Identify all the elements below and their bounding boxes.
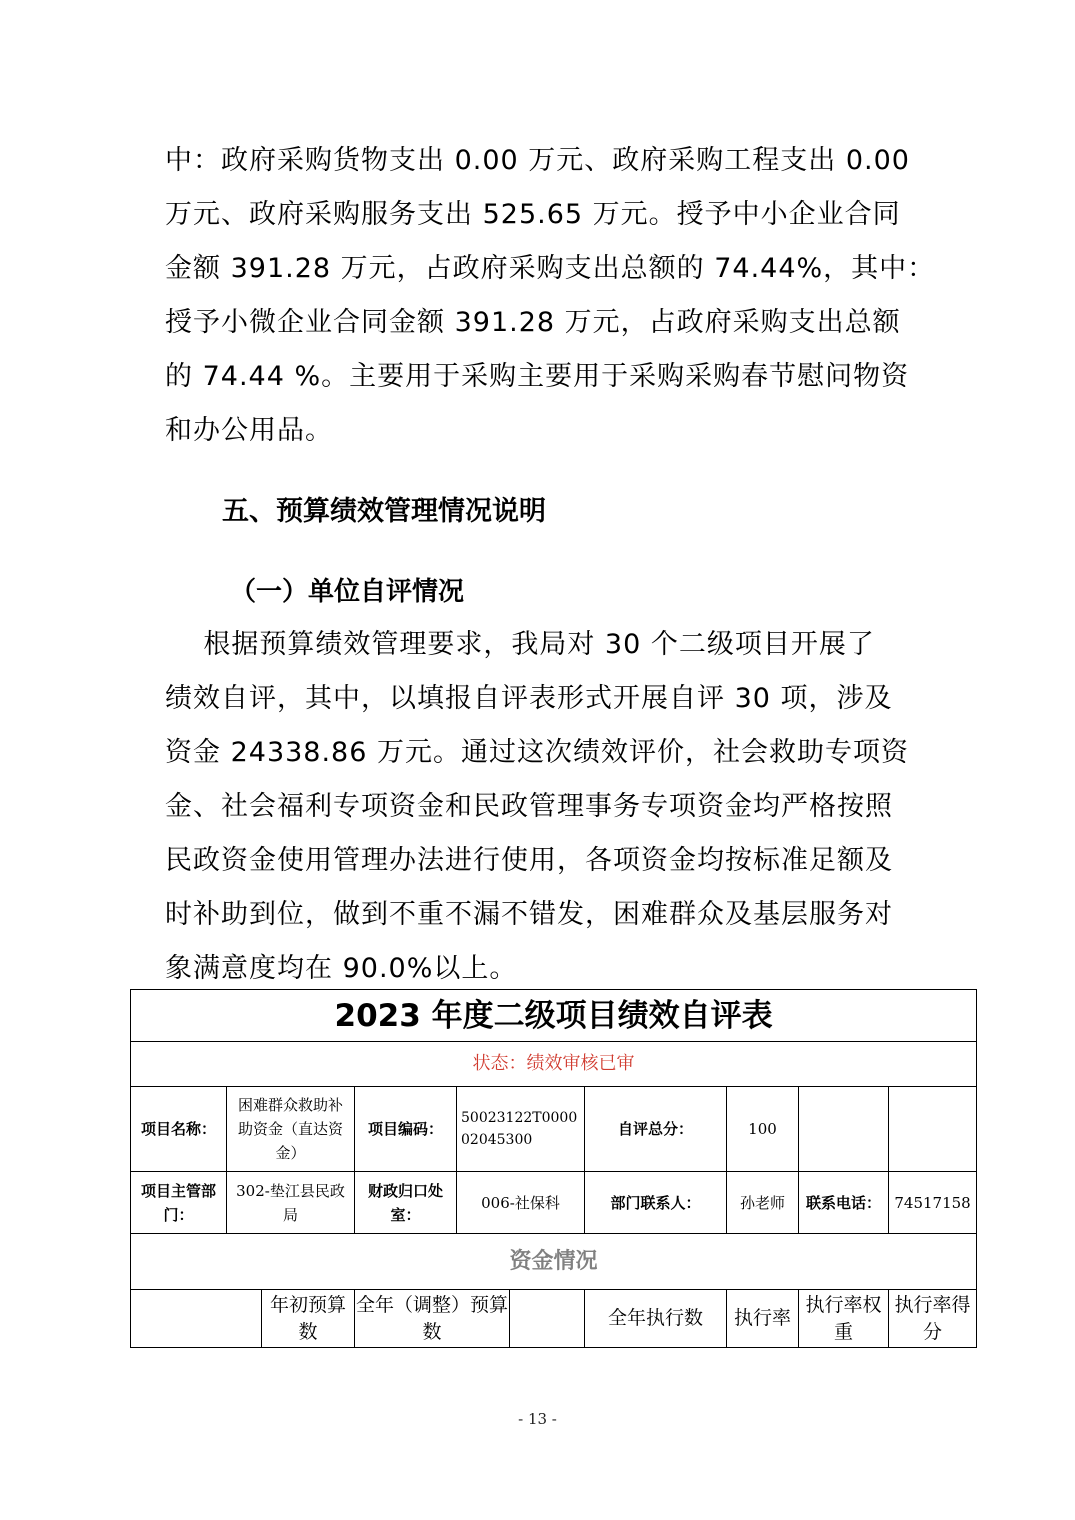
col-adjusted-budget: 全年（调整）预算数 xyxy=(355,1290,510,1347)
subsection-heading: （一）单位自评情况 xyxy=(230,577,465,607)
finance-office-label: 财政归口处室： xyxy=(355,1172,457,1234)
funds-header-row xyxy=(355,1290,585,1348)
text-line: 象满意度均在 90.0%以上。 xyxy=(165,953,518,984)
dept-label: 项目主管部门： xyxy=(131,1172,227,1234)
project-code-value: 50023122T000002045300 xyxy=(457,1087,585,1172)
score-label: 自评总分： xyxy=(585,1087,727,1172)
text-line: 中：政府采购货物支出 0.00 万元、政府采购工程支出 0.00 xyxy=(165,145,910,176)
project-code-label: 项目编码： xyxy=(355,1087,457,1172)
empty-cell xyxy=(510,1290,584,1347)
text-line: 金额 391.28 万元，占政府采购支出总额的 74.44%，其中： xyxy=(165,253,936,284)
funds-section-title: 资金情况 xyxy=(131,1234,977,1290)
empty-cell xyxy=(799,1087,889,1172)
text-line: 万元、政府采购服务支出 525.65 万元。授予中小企业合同 xyxy=(165,199,901,230)
phone-label: 联系电话： xyxy=(799,1172,889,1234)
col-execution-rate: 执行率 xyxy=(727,1290,799,1348)
table-title: 2023 年度二级项目绩效自评表 xyxy=(131,990,977,1042)
evaluation-table xyxy=(130,989,977,1348)
empty-cell xyxy=(131,1290,262,1347)
text-line: 和办公用品。 xyxy=(165,415,333,446)
finance-office-value: 006-社保科 xyxy=(457,1172,585,1234)
score-value: 100 xyxy=(727,1087,799,1172)
project-name-label: 项目名称： xyxy=(131,1087,227,1172)
empty-cell xyxy=(889,1087,977,1172)
text-line: 授予小微企业合同金额 391.28 万元，占政府采购支出总额 xyxy=(165,307,901,338)
paragraph-procurement xyxy=(165,134,936,458)
text-line: 金、社会福利专项资金和民政管理事务专项资金均严格按照 xyxy=(165,791,893,822)
col-annual-execution: 全年执行数 xyxy=(585,1290,727,1348)
section-heading: 五、预算绩效管理情况说明 xyxy=(222,496,546,527)
page-number: - 13 - xyxy=(518,1410,557,1428)
col-initial-budget: 年初预算数 xyxy=(269,1293,346,1343)
text-line: 民政资金使用管理办法进行使用，各项资金均按标准足额及 xyxy=(165,845,893,876)
text-line: 根据预算绩效管理要求，我局对 30 个二级项目开展了 xyxy=(165,629,875,660)
text-line: 绩效自评，其中，以填报自评表形式开展自评 30 项，涉及 xyxy=(165,683,893,714)
funds-header-row xyxy=(131,1290,355,1348)
col-rate-score: 执行率得分 xyxy=(889,1290,977,1348)
contact-label: 部门联系人： xyxy=(585,1172,727,1234)
project-name-value: 困难群众救助补助资金（直达资金） xyxy=(227,1087,355,1172)
dept-value: 302-垫江县民政局 xyxy=(227,1172,355,1234)
text-line: 资金 24338.86 万元。通过这次绩效评价，社会救助专项资 xyxy=(165,737,909,768)
phone-value: 74517158 xyxy=(889,1172,977,1234)
text-line: 时补助到位，做到不重不漏不错发，困难群众及基层服务对 xyxy=(165,899,893,930)
col-rate-weight: 执行率权重 xyxy=(799,1290,889,1348)
paragraph-self-evaluation xyxy=(165,618,925,996)
text-line: 的 74.44 %。主要用于采购主要用于采购采购春节慰问物资 xyxy=(165,361,910,392)
status-badge: 状态：绩效审核已审 xyxy=(131,1042,977,1087)
contact-value: 孙老师 xyxy=(727,1172,799,1234)
